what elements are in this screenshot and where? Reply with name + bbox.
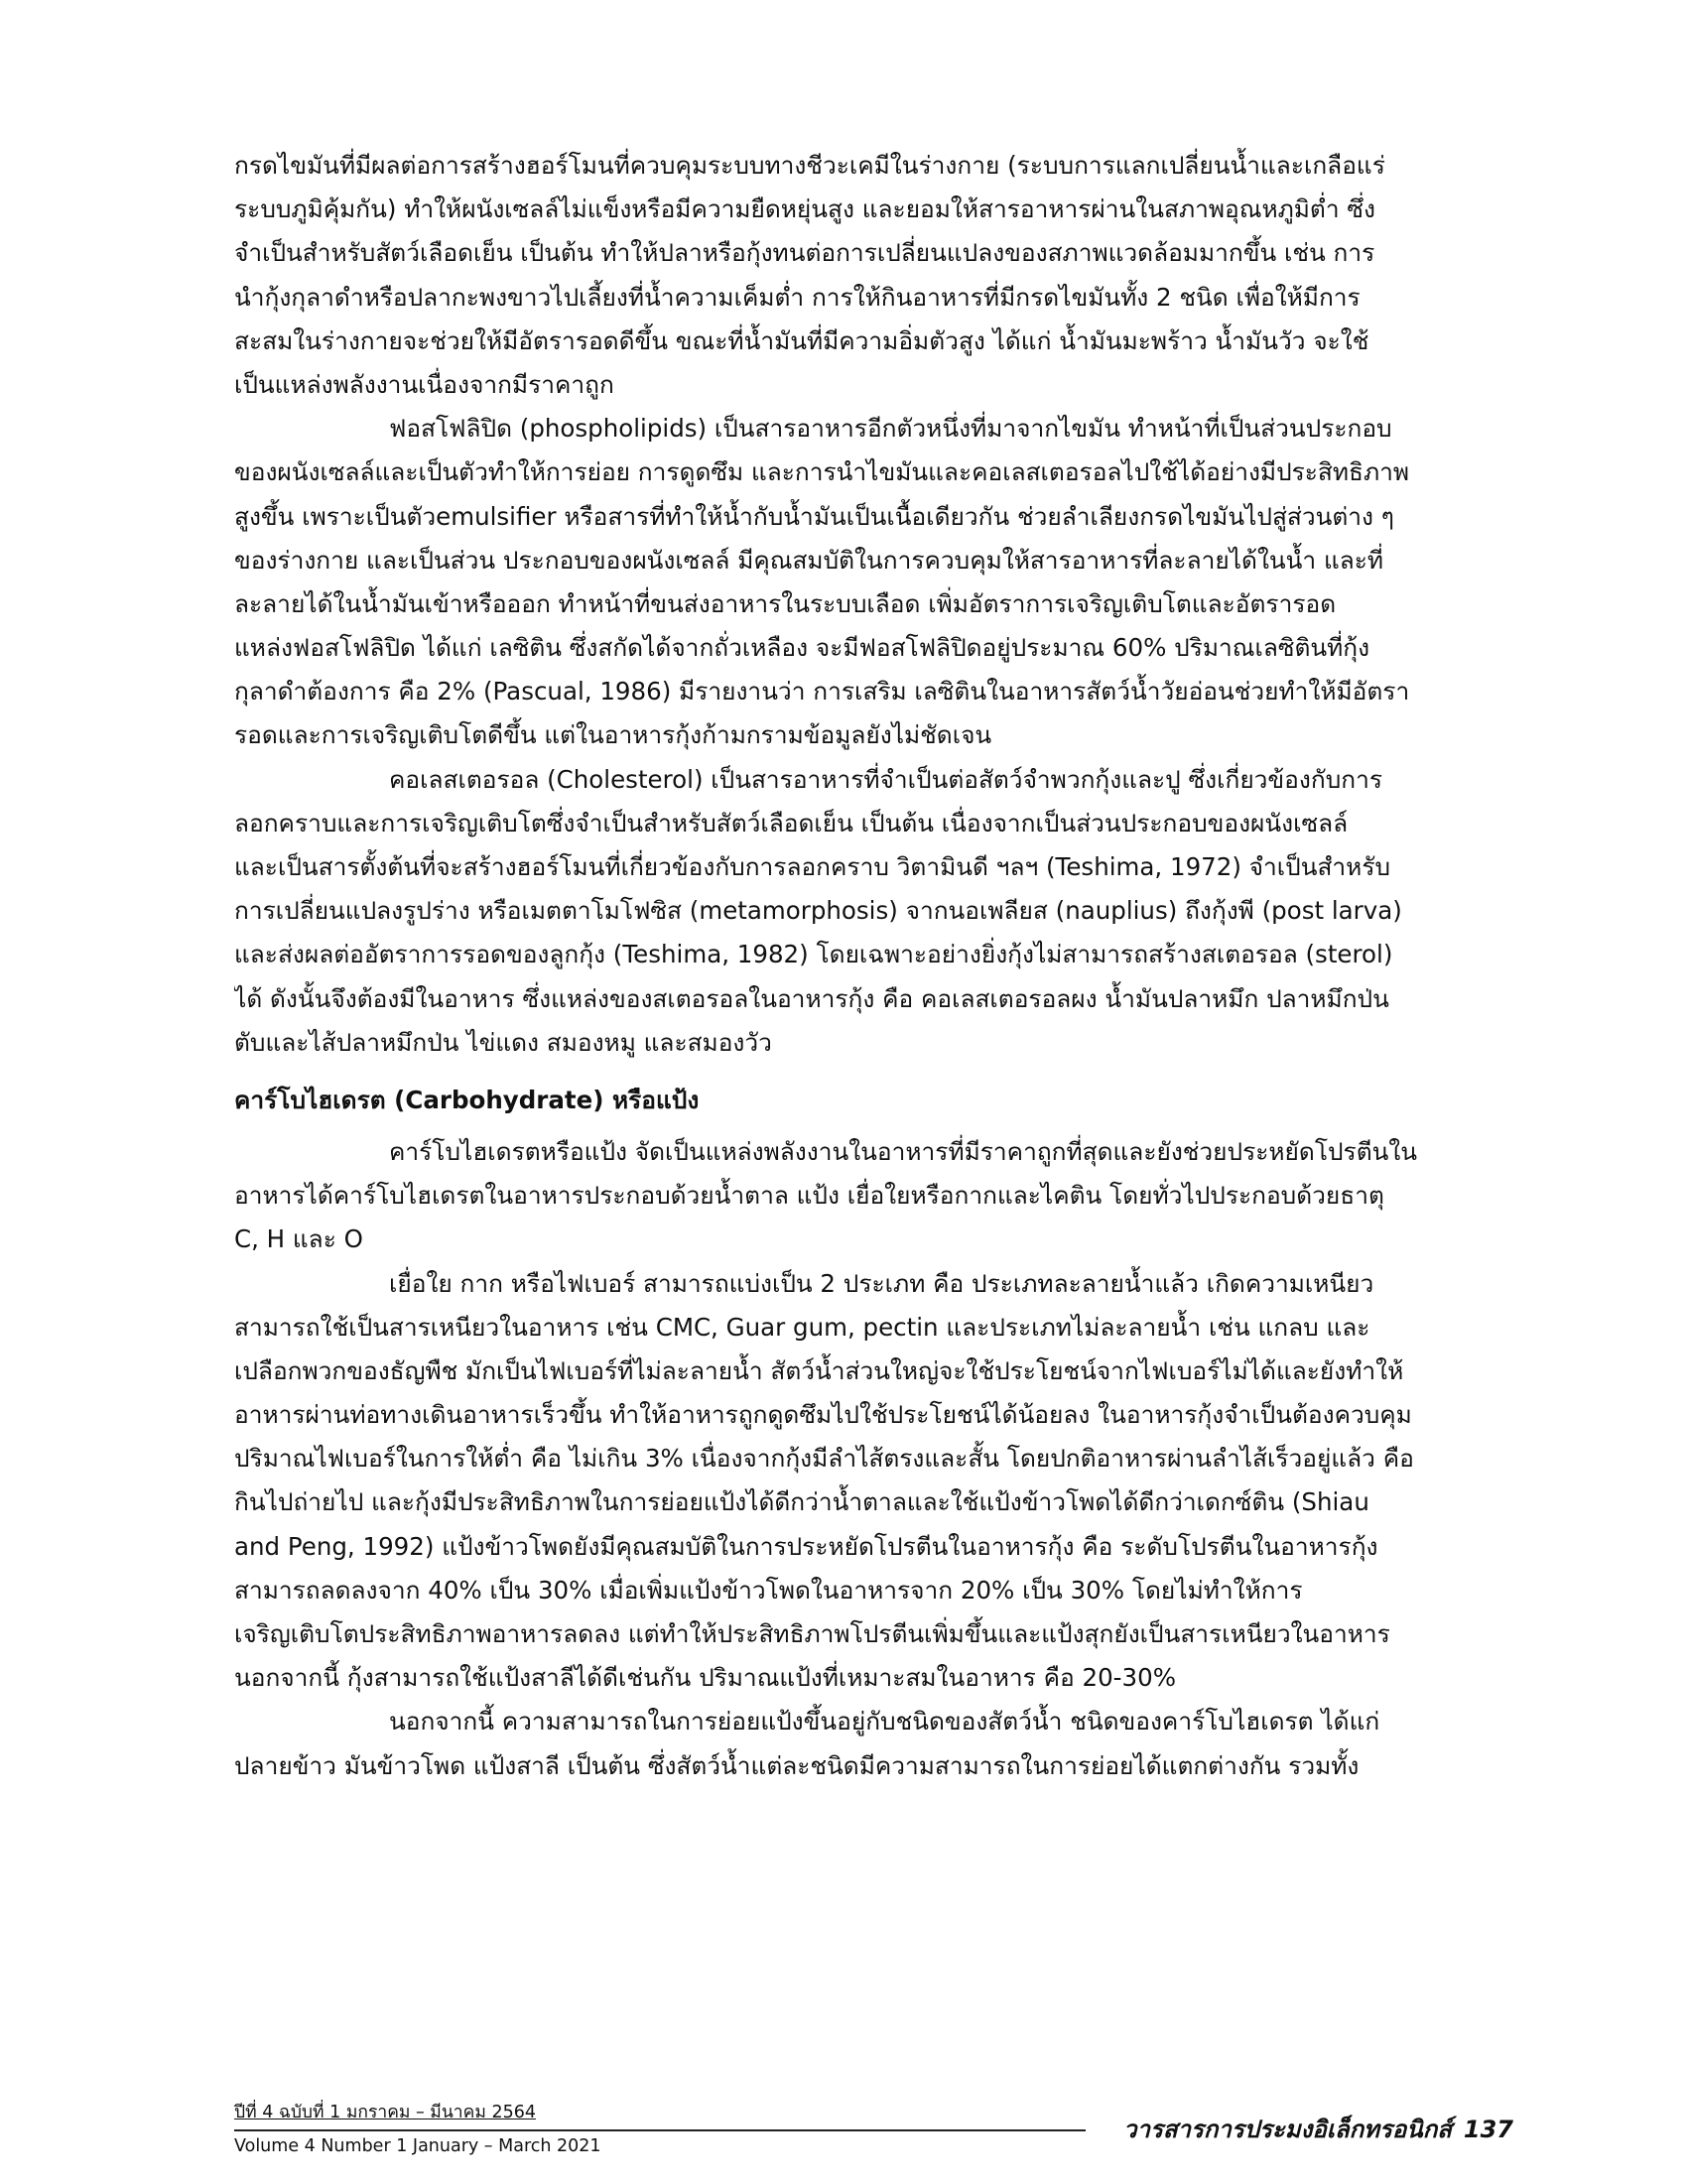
page-number: 137 (1463, 2116, 1513, 2143)
text-line: ได้ ดังนั้นจึงต้องมีในอาหาร ซึ่งแหล่งของสเตอรอลในอาหารกุ้ง คือ คอเลสเตอรอลผง น้ำมันปลาหมึก ปลาหมึกป่น (234, 983, 1389, 1013)
text-line: นำกุ้งกุลาดำหรือปลากะพงขาวไปเลี้ยงที่น้ำความเค็มต่ำ การให้กินอาหารที่มีกรดไขมันทั้ง 2 ชนิด เพื่อให้มีการ (234, 282, 1361, 312)
text-line: คาร์โบไฮเดรตหรือแป้ง จัดเป็นแหล่งพลังงานในอาหารที่มีราคาถูกที่สุดและยังช่วยประหยัดโปรตีนใน (389, 1136, 1418, 1166)
text-line: กรดไขมันที่มีผลต่อการสร้างฮอร์โมนที่ควบคุมระบบทางชีวะเคมีในร่างกาย (ระบบการแลกเปลี่ยนน้ำและเกลือแร่ (234, 151, 1385, 180)
text-line: ระบบภูมิคุ้มกัน) ทำให้ผนังเซลล์ไม่แข็งหรือมีความยืดหยุ่นสูง และยอมให้สารอาหารผ่านในสภาพอุณหภูมิต่ำ ซึ่ง (234, 194, 1375, 224)
text-line: การเปลี่ยนแปลงรูปร่าง หรือเมตตาโมโฟซิส (metamorphosis) จากนอเพลียส (nauplius) ถึงกุ้งพี (post larva) (234, 896, 1402, 926)
text-line: จำเป็นสำหรับสัตว์เลือดเย็น เป็นต้น ทำให้ปลาหรือกุ้งทนต่อการเปลี่ยนแปลงของสภาพแวดล้อมมากขึ้น เช่น การ (234, 238, 1375, 268)
text-line: ละลายได้ในน้ำมันเข้าหรือออก ทำหน้าที่ขนส่งอาหารในระบบเลือด เพิ่มอัตราการเจริญเติบโตและอัตรารอด (234, 588, 1337, 618)
paragraph-digestibility (234, 1700, 1513, 1787)
text-line: นอกจากนี้ ความสามารถในการย่อยแป้งขึ้นอยู่กับชนิดของสัตว์น้ำ ชนิดของคาร์โบไฮเดรต ได้แก่ (389, 1707, 1380, 1736)
footer-issue-thai: ปีที่ 4 ฉบับที่ 1 มกราคม – มีนาคม 2564 (234, 2103, 536, 2122)
text-line: ของผนังเซลล์และเป็นตัวทำให้การย่อย การดูดซึม และการนำไขมันและคอเลสเตอรอลไปใช้ได้อย่างมีประสิทธิภาพ (234, 457, 1410, 487)
text-line: สามารถใช้เป็นสารเหนียวในอาหาร เช่น CMC, Guar gum, pectin และประเภทไม่ละลายน้ำ เช่น แกลบ และ (234, 1312, 1370, 1342)
text-line: เปลือกพวกของธัญพืช มักเป็นไฟเบอร์ที่ไม่ละลายน้ำ สัตว์น้ำส่วนใหญ่จะใช้ประโยชน์จากไฟเบอร์ไม่ได้และยังทำให้ (234, 1355, 1404, 1385)
text-line: กุลาดำต้องการ คือ 2% (Pascual, 1986) มีรายงานว่า การเสริม เลซิตินในอาหารสัตว์น้ำวัยอ่อนช่วยทำให้มีอัตรา (234, 677, 1410, 707)
text-line: ปริมาณไฟเบอร์ในการให้ต่ำ คือ ไม่เกิน 3% เนื่องจากกุ้งมีลำไส้ตรงและสั้น โดยปกติอาหารผ่านลำไส้เร็วอยู่แล้ว คือ (234, 1444, 1414, 1474)
text-line: ปลายข้าว มันข้าวโพด แป้งสาลี เป็นต้น ซึ่งสัตว์น้ำแต่ละชนิดมีความสามารถในการย่อยได้แตกต่างกัน รวมทั้ง (234, 1750, 1360, 1780)
text-line: เจริญเติบโตประสิทธิภาพอาหารลดลง แต่ทำให้ประสิทธิภาพโปรตีนเพิ่มขึ้นและแป้งสุกยังเป็นสารเหนียวในอาหาร (234, 1619, 1390, 1648)
paragraph-cholesterol (234, 758, 1513, 1065)
paragraph-phospholipids (234, 407, 1513, 758)
footer-journal (1123, 2110, 1513, 2148)
text-line: อาหารผ่านท่อทางเดินอาหารเร็วขึ้น ทำให้อาหารถูกดูดซึมไปใช้ประโยชน์ได้น้อยลง ในอาหารกุ้งจำเป็นต้องควบคุม (234, 1400, 1412, 1430)
text-line: อาหารได้คาร์โบไฮเดรตในอาหารประกอบด้วยน้ำตาล แป้ง เยื่อใยหรือกากและไคติน โดยทั่วไปประกอบด้วยธาตุ (234, 1181, 1384, 1211)
text-line: และเป็นสารตั้งต้นที่จะสร้างฮอร์โมนที่เกี่ยวข้องกับการลอกคราบ วิตามินดี ฯลฯ (Teshima, 1972) จำเป็นสำหรับ (234, 852, 1391, 881)
text-line: เป็นแหล่งพลังงานเนื่องจากมีราคาถูก (234, 369, 614, 399)
text-line: ตับและไส้ปลาหมึกป่น ไข่แดง สมองหมู และสมองวัว (234, 1027, 772, 1057)
footer-issue-english: Volume 4 Number 1 January – March 2021 (234, 2136, 601, 2156)
footer-issue-info (234, 2101, 601, 2158)
text-line: แหล่งฟอสโฟลิปิด ได้แก่ เลซิติน ซึ่งสกัดได้จากถั่วเหลือง จะมีฟอสโฟลิปิดอยู่ประมาณ 60% ปริมาณเลซิตินที่กุ้ง (234, 633, 1370, 663)
paragraph-carbohydrate-intro (234, 1130, 1513, 1262)
text-line: ลอกคราบและการเจริญเติบโตซึ่งจำเป็นสำหรับสัตว์เลือดเย็น เป็นต้น เนื่องจากเป็นส่วนประกอบของผนังเซลล์ (234, 808, 1349, 837)
text-line: เยื่อใย กาก หรือไฟเบอร์ สามารถแบ่งเป็น 2 ประเภท คือ ประเภทละลายน้ำแล้ว เกิดความเหนียว (389, 1268, 1374, 1298)
text-line: and Peng, 1992) แป้งข้าวโพดยังมีคุณสมบัติในการประหยัดโปรตีนในอาหารกุ้ง คือ ระดับโปรตีนในอาหารกุ้ง (234, 1531, 1378, 1561)
text-line: สามารถลดลงจาก 40% เป็น 30% เมื่อเพิ่มแป้งข้าวโพดในอาหารจาก 20% เป็น 30% โดยไม่ทำให้การ (234, 1575, 1303, 1605)
text-line: สะสมในร่างกายจะช่วยให้มีอัตรารอดดีขึ้น ขณะที่น้ำมันที่มีความอิ่มตัวสูง ได้แก่ น้ำมันมะพร้าว น้ำมันวัว จะใช้ (234, 325, 1369, 355)
article-body (234, 144, 1513, 1788)
text-line: ฟอสโฟลิปิด (phospholipids) เป็นสารอาหารอีกตัวหนึ่งที่มาจากไขมัน ทำหน้าที่เป็นส่วนประกอบ (389, 414, 1392, 444)
journal-name: วารสารการประมงอิเล็กทรอนิกส์ (1123, 2116, 1452, 2143)
text-line: รอดและการเจริญเติบโตดีขึ้น แต่ในอาหารกุ้งก้ามกรามข้อมูลยังไม่ชัดเจน (234, 720, 992, 750)
section-heading-carbohydrate: คาร์โบไฮเดรต (Carbohydrate) หรือแป้ง (234, 1085, 700, 1114)
text-line: และส่งผลต่ออัตราการรอดของลูกกุ้ง (Teshima, 1982) โดยเฉพาะอย่างยิ่งกุ้งไม่สามารถสร้างสเตอรอล (sterol) (234, 940, 1393, 969)
text-line: กินไปถ่ายไป และกุ้งมีประสิทธิภาพในการย่อยแป้งได้ดีกว่าน้ำตาลและใช้แป้งข้าวโพดได้ดีกว่าเดกซ์ติน (Shiau (234, 1487, 1369, 1517)
section-header (234, 1079, 1513, 1122)
paragraph-fiber (234, 1262, 1513, 1701)
text-line: คอเลสเตอรอล (Cholesterol) เป็นสารอาหารที่จำเป็นต่อสัตว์จำพวกกุ้งและปู ซึ่งเกี่ยวข้องกับการ (389, 764, 1382, 794)
text-line: C, H และ O (234, 1224, 363, 1254)
paragraph-fatty-acids (234, 144, 1513, 407)
text-line: ของร่างกาย และเป็นส่วน ประกอบของผนังเซลล์ มีคุณสมบัติในการควบคุมให้สารอาหารที่ละลายได้ในน้ำ และที่ (234, 545, 1384, 575)
text-line: สูงขึ้น เพราะเป็นตัวemulsifier หรือสารที่ทำให้น้ำกับน้ำมันเป็นเนื้อเดียวกัน ช่วยลำเลียงกรดไขมันไปสู่ส่วนต่าง ๆ (234, 501, 1394, 531)
text-line: นอกจากนี้ กุ้งสามารถใช้แป้งสาลีได้ดีเช่นกัน ปริมาณแป้งที่เหมาะสมในอาหาร คือ 20-30% (234, 1663, 1176, 1693)
